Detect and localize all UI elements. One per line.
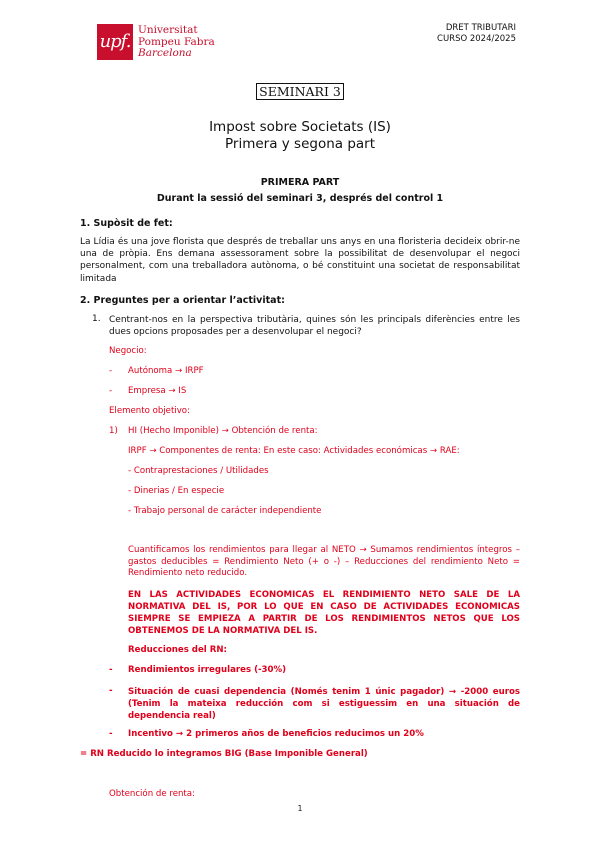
renta-item-1: - Contraprestaciones / Utilidades	[128, 466, 269, 476]
obtencion-renta-label: Obtención de renta:	[109, 789, 195, 799]
upf-logo	[97, 24, 217, 68]
list-dash: -	[109, 729, 113, 739]
section-1-text: La Lídia és una jove florista que després de treballar uns anys en una floristeria decideix obrir-ne una de pròpia. Ens demana assessorament sobre la possibilitat de desenvolupar el negoci personalment, com una treballadora autònoma, o bé constituint una societat de responsabilitat limitada	[80, 237, 520, 284]
upf-logo-text	[138, 25, 215, 60]
document-subtitle	[0, 119, 600, 153]
reduccion-item-2: Situación de cuasi dependencia (Només tenim 1 únic pagador) → -2000 euros (Tenim la mateixa reducción com si estiguessim en una situación de dependencia real)	[128, 687, 520, 721]
part-subheading: Durant la sessió del seminari 3, després del control 1	[156, 193, 444, 204]
logo-line-1: Universitat	[138, 24, 198, 36]
course-info	[437, 23, 516, 44]
renta-item-2: - Dinerias / En especie	[128, 486, 225, 496]
seminar-title-text: SEMINARI 3	[256, 83, 344, 100]
list-dash: -	[109, 366, 113, 376]
logo-line-2: Pompeu Fabra	[138, 35, 215, 48]
upf-logo-mark: upf.	[97, 24, 133, 60]
elemento-objetivo-label: Elemento objetivo:	[109, 406, 190, 416]
rn-reducido-line: = RN Reducido lo integramos BIG (Base Imponible General)	[80, 749, 368, 759]
negocio-label: Negocio:	[109, 346, 147, 356]
empresa-item: Empresa → IS	[128, 386, 187, 396]
page-number: 1	[297, 804, 303, 813]
question-1-text: Centrant-nos en la perspectiva tributària, quines són les principals diferències entre les dues opcions proposades per a desenvolupar el negoci?	[109, 315, 520, 338]
hecho-imponible-item: HI (Hecho Imponible) → Obtención de renta:	[128, 426, 318, 436]
section-2-heading: 2. Preguntes per a orientar l’activitat:	[80, 295, 285, 306]
list-dash: -	[109, 386, 113, 396]
irpf-componentes: IRPF → Componentes de renta: En este caso: Actividades económicas → RAE:	[128, 446, 460, 456]
reduccion-item-1: Rendimientos irregulares (-30%)	[128, 665, 287, 675]
course-year: CURSO 2024/2025	[437, 33, 516, 44]
list-dash: -	[109, 665, 113, 675]
reducciones-heading: Reducciones del RN:	[128, 645, 227, 655]
seminar-title	[0, 84, 600, 99]
reduccion-item-3: Incentivo → 2 primeros años de beneficios reducimos un 20%	[128, 729, 424, 739]
autonoma-item: Autónoma → IRPF	[128, 366, 204, 376]
question-1-number: 1.	[92, 314, 101, 324]
list-dash: -	[109, 686, 113, 696]
course-subject: DRET TRIBUTARI	[445, 23, 516, 33]
normativa-is-note: EN LAS ACTIVIDADES ECONOMICAS EL RENDIMIENTO NETO SALE DE LA NORMATIVA DEL IS, POR LO QUE EN CASO DE ACTIVIDADES ECONOMICAS SIEMPRE SE EMPIEZA A PARTIR DE LOS RENDIMIENTOS NETOS QUE LOS OBTENEMOS DE LA NORMATIVA DEL IS.	[128, 590, 520, 636]
logo-line-3: Barcelona	[138, 47, 192, 59]
renta-item-3: - Trabajo personal de carácter independiente	[128, 506, 322, 516]
hi-number: 1)	[109, 426, 118, 436]
subtitle-line-2: Primera y segona part	[224, 136, 376, 152]
part-heading: PRIMERA PART	[260, 177, 340, 188]
subtitle-line-1: Impost sobre Societats (IS)	[209, 119, 391, 135]
section-1-heading: 1. Supòsit de fet:	[80, 218, 173, 229]
cuantificamos-text: Cuantificamos los rendimientos para llegar al NETO → Sumamos rendimientos íntegros – gastos deducibles = Rendimiento Neto (+ o -) – Reducciones del rendimiento Neto = Rendimiento neto reducido.	[128, 545, 520, 578]
